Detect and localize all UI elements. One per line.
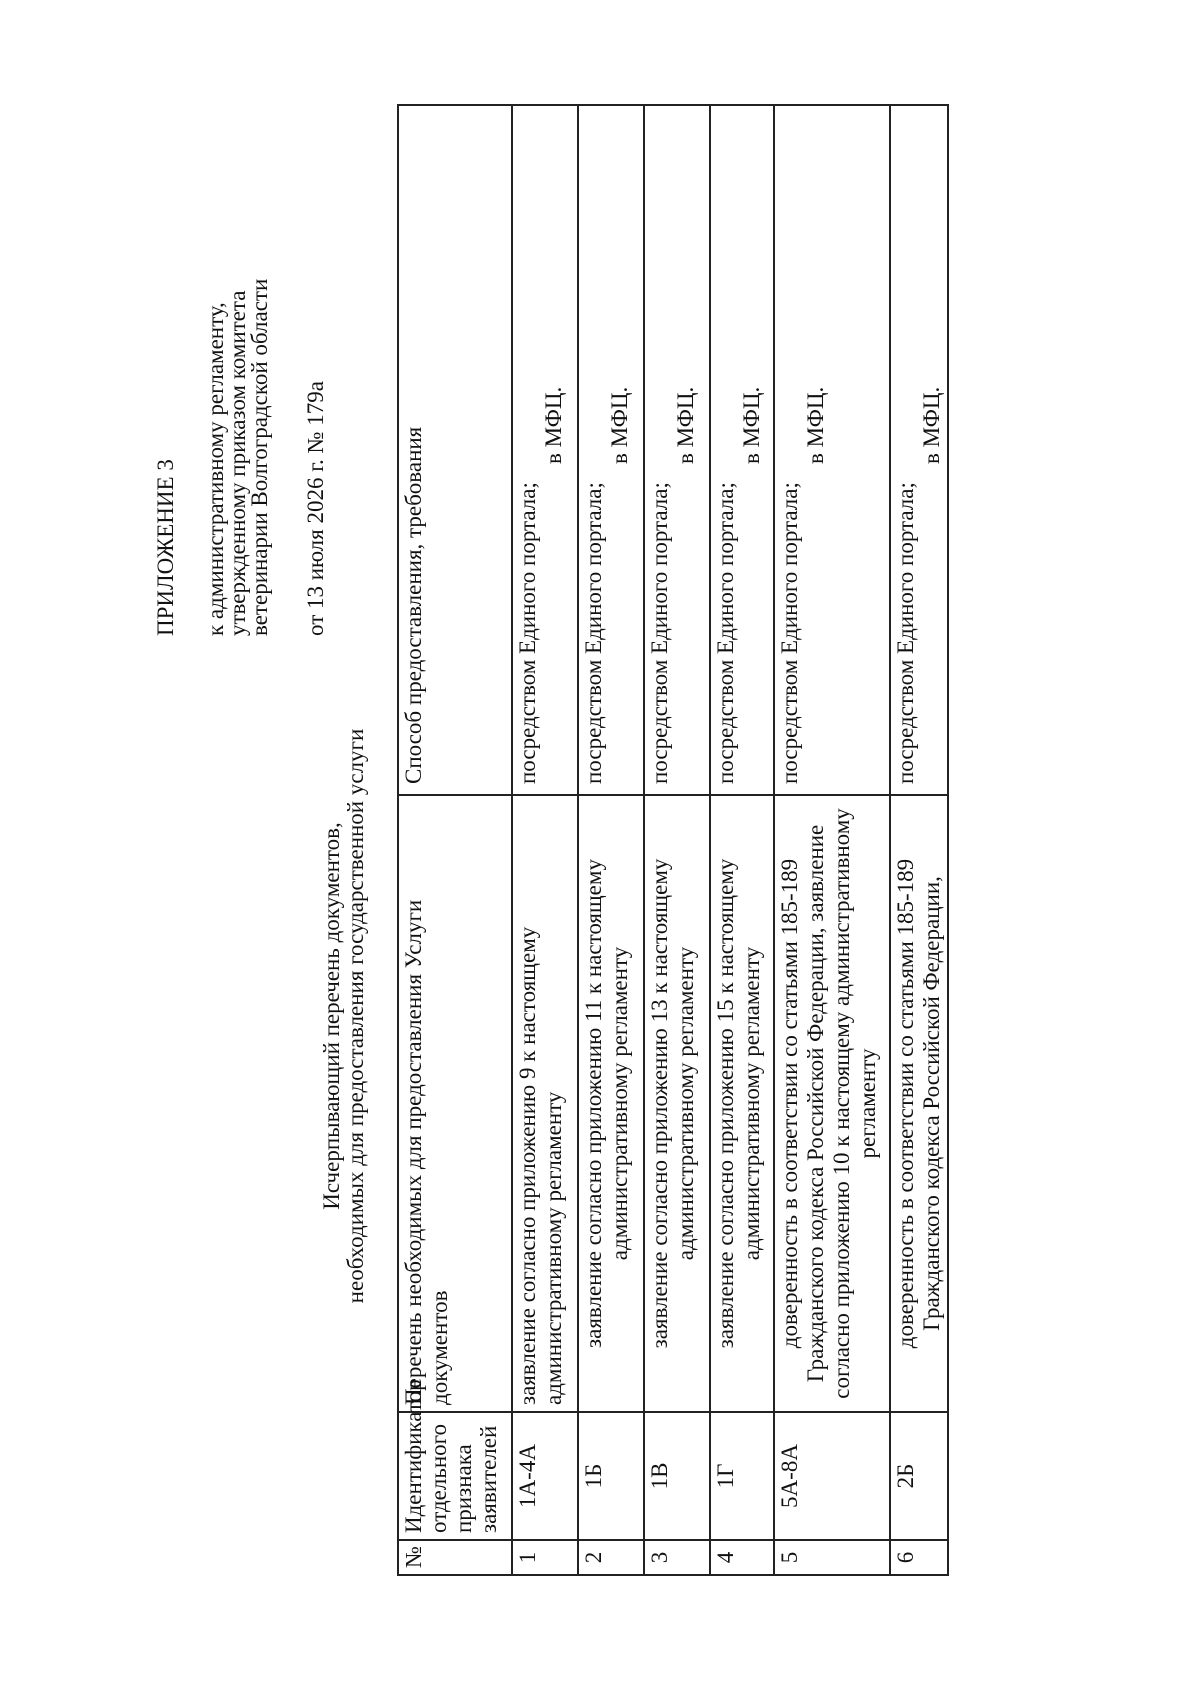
header-documents: Перечень необходимых для предоставления Услуги документов: [398, 795, 512, 1412]
row-method: [578, 105, 644, 795]
table-row: [644, 105, 710, 1575]
header-num: №: [398, 1540, 512, 1575]
header-method: Способ предоставления, требования: [398, 105, 512, 795]
appendix-header: [155, 76, 327, 636]
header-identifier: Идентификатор отдельного признака заявителей: [398, 1412, 512, 1540]
row-num: 2: [578, 1540, 644, 1575]
document-title: [320, 636, 368, 1396]
method-portal: посредством Единого портала;: [893, 482, 918, 784]
documents-table: [397, 104, 949, 1576]
row-identifier: 1Г: [710, 1412, 774, 1540]
row-identifier: 1Б: [578, 1412, 644, 1540]
method-mfc: в МФЦ.: [607, 386, 632, 464]
table-row: [578, 105, 644, 1575]
method-portal: посредством Единого портала;: [647, 482, 672, 784]
method-mfc: в МФЦ.: [673, 386, 698, 464]
table-row: [710, 105, 774, 1575]
row-identifier: 1А-4А: [512, 1412, 578, 1540]
appendix-number: ПРИЛОЖЕНИЕ 3: [153, 459, 178, 636]
method-mfc: в МФЦ.: [541, 386, 566, 464]
row-method: [774, 105, 890, 795]
row-documents: доверенность в соответствии со статьями 185-189 Гражданского кодекса Российской Федерации, заявление согласно приложению 10 к настоящему административному регламенту: [774, 795, 890, 1412]
row-num: 6: [890, 1540, 948, 1575]
row-identifier: 1В: [644, 1412, 710, 1540]
method-portal: посредством Единого портала;: [515, 482, 540, 784]
row-documents: заявление согласно приложению 13 к настоящему административному регламенту: [644, 795, 710, 1412]
header-line: ветеринарии Волгоградской области: [247, 278, 272, 636]
row-documents: заявление согласно приложению 9 к настоящему административному регламенту: [512, 795, 578, 1412]
method-portal: посредством Единого портала;: [581, 482, 606, 784]
row-num: 1: [512, 1540, 578, 1575]
method-portal: посредством Единого портала;: [777, 482, 802, 784]
row-identifier: 2Б: [890, 1412, 948, 1540]
row-method: [710, 105, 774, 795]
table-row: [890, 105, 948, 1575]
row-method: [512, 105, 578, 795]
title-line-1: Исчерпывающий перечень документов,: [319, 822, 344, 1210]
order-date: от 13 июля 2026 г. № 179а: [303, 381, 328, 636]
method-mfc: в МФЦ.: [803, 386, 828, 464]
row-identifier: 5А-8А: [774, 1412, 890, 1540]
row-method: [644, 105, 710, 795]
method-mfc: в МФЦ.: [739, 386, 764, 464]
method-portal: посредством Единого портала;: [713, 482, 738, 784]
row-num: 3: [644, 1540, 710, 1575]
table-row: [774, 105, 890, 1575]
row-num: 4: [710, 1540, 774, 1575]
row-method: [890, 105, 948, 795]
header-line: к административному регламенту,: [203, 302, 228, 636]
table-row: [512, 105, 578, 1575]
row-documents: доверенность в соответствии со статьями 185-189 Гражданского кодекса Российской Федерации,: [890, 795, 948, 1412]
table-header-row: [398, 105, 512, 1575]
title-line-2: необходимых для предоставления государственной услуги: [343, 728, 368, 1304]
row-num: 5: [774, 1540, 890, 1575]
row-documents: заявление согласно приложению 15 к настоящему административному регламенту: [710, 795, 774, 1412]
method-mfc: в МФЦ.: [919, 386, 944, 464]
row-documents: заявление согласно приложению 11 к настоящему административному регламенту: [578, 795, 644, 1412]
header-line: утвержденному приказом комитета: [225, 290, 250, 636]
